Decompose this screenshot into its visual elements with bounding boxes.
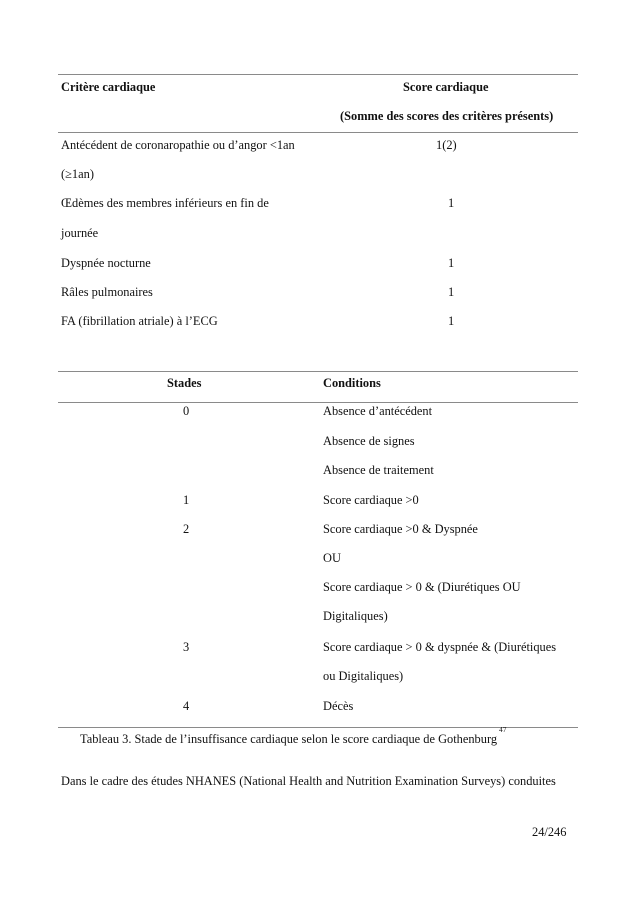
table1-row2-label: Œdèmes des membres inférieurs en fin de: [61, 196, 269, 210]
table2-condition: OU: [323, 551, 341, 565]
table1-row1-label-cont: (≥1an): [61, 167, 94, 181]
table2-condition: Score cardiaque > 0 & (Diurétiques OU: [323, 580, 521, 594]
table1-row2-label-cont: journée: [61, 226, 99, 240]
table2-condition: Score cardiaque > 0 & dyspnée & (Diurétiques: [323, 640, 557, 654]
table1-row4-label: Râles pulmonaires: [61, 285, 153, 299]
table1-row1-score: 1(2): [436, 138, 457, 152]
table1-row3-score: 1: [448, 256, 455, 270]
table2-header-rule: [58, 402, 578, 403]
table2-header-stages: Stades: [167, 376, 202, 390]
table1-row2-score: 1: [448, 196, 455, 210]
table1-row5-label: FA (fibrillation atriale) à l’ECG: [61, 314, 218, 328]
table1-top-rule: [58, 74, 578, 75]
table2-condition: Décès: [323, 699, 354, 713]
table2-stage-2: 2: [183, 522, 190, 536]
table1-header-rule: [58, 132, 578, 133]
body-paragraph: Dans le cadre des études NHANES (National Health and Nutrition Examination Surveys) conduites: [61, 774, 556, 788]
table2-condition: Digitaliques): [323, 609, 388, 623]
table2-header-conditions: Conditions: [323, 376, 381, 390]
table2-stage-1: 1: [183, 493, 190, 507]
table1-header-score-subtitle: (Somme des scores des critères présents): [340, 109, 554, 123]
caption-text: Tableau 3. Stade de l’insuffisance cardiaque selon le score cardiaque de Gothenburg: [80, 732, 498, 747]
table2-stage-0: 0: [183, 404, 190, 418]
table2-condition: Absence de signes: [323, 434, 415, 448]
table2-stage-4: 4: [183, 699, 190, 713]
table1-row1-label: Antécédent de coronaropathie ou d’angor <1an: [61, 138, 295, 152]
table1-row3-label: Dyspnée nocturne: [61, 256, 151, 270]
table2-condition: Score cardiaque >0 & Dyspnée: [323, 522, 478, 536]
table2-condition: Absence de traitement: [323, 463, 434, 477]
table1-row4-score: 1: [448, 285, 455, 299]
table2-condition: ou Digitaliques): [323, 669, 404, 683]
page-number: 24/246: [532, 825, 567, 839]
table2-condition: Score cardiaque >0: [323, 493, 419, 507]
table2-condition: Absence d’antécédent: [323, 404, 433, 418]
caption-reference: 47: [499, 725, 507, 734]
table1-header-score: Score cardiaque: [403, 80, 489, 94]
table2-top-rule: [58, 371, 578, 372]
table2-stage-3: 3: [183, 640, 190, 654]
table1-row5-score: 1: [448, 314, 455, 328]
table1-header-criterion: Critère cardiaque: [61, 80, 156, 94]
table-caption: [80, 725, 507, 747]
